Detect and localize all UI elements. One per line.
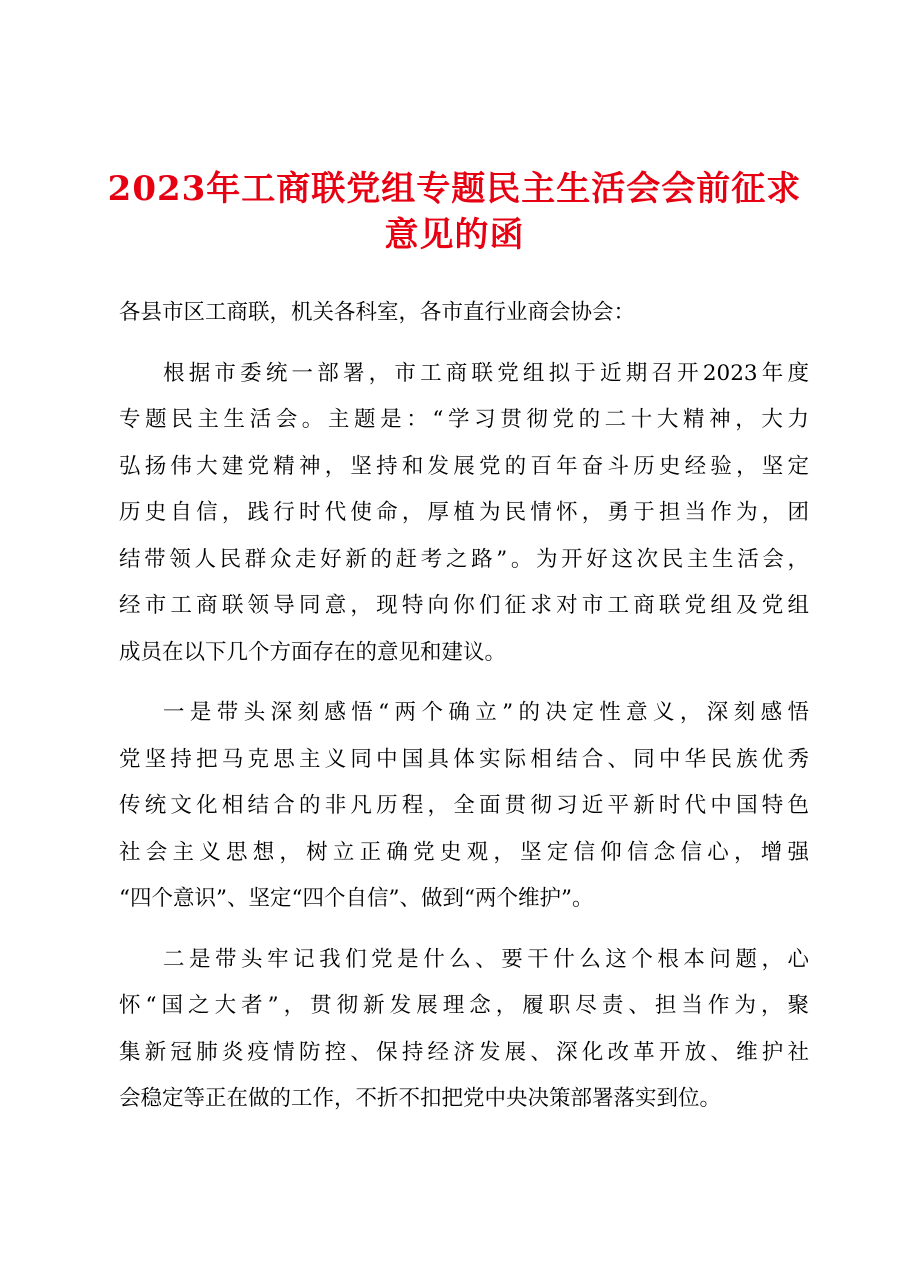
paragraph-line: 一是带头深刻感悟“两个确立”的决定性意义，深刻感悟 <box>163 700 809 725</box>
spacer <box>119 676 809 690</box>
paragraph-line: 党坚持把马克思主义同中国具体实际相结合、同中华民族优秀 <box>119 746 809 772</box>
paragraph-line: 弘扬伟大建党精神，坚持和发展党的百年奋斗历史经验，坚定 <box>119 453 809 479</box>
paragraph-line: 会稳定等正在做的工作，不折不扣把党中央决策部署落实到位。 <box>119 1086 722 1111</box>
paragraph-line: 经市工商联领导同意，现特向你们征求对市工商联党组及党组 <box>119 593 809 618</box>
paragraph-line: 结带领人民群众走好新的赶考之路”。为开好这次民主生活会， <box>119 546 809 572</box>
paragraph-line: “四个意识”、坚定“四个自信”、做到“两个维护”。 <box>119 886 594 911</box>
document-title-line-2: 意见的函 <box>384 215 525 255</box>
paragraph-line: 历史自信，践行时代使命，厚植为民情怀，勇于担当作为，团 <box>119 500 809 525</box>
paragraph-2 <box>119 690 809 923</box>
salutation: 各县市区工商联，机关各科室，各市直行业商会协会： <box>119 300 636 325</box>
paragraph-line: 专题民主生活会。主题是：“学习贯彻党的二十大精神，大力 <box>119 407 809 432</box>
paragraph-line: 成员在以下几个方面存在的意见和建议。 <box>119 639 507 665</box>
paragraph-line: 二是带头牢记我们党是什么、要干什么这个根本问题，心 <box>163 946 809 972</box>
paragraph-line: 社会主义思想，树立正确党史观，坚定信仰信念信心，增强 <box>119 839 809 865</box>
spacer <box>119 923 809 937</box>
paragraph-line: 根据市委统一部署，市工商联党组拟于近期召开2023年度 <box>163 360 809 386</box>
paragraph-line: 怀“国之大者”，贯彻新发展理念，履职尽责、担当作为，聚 <box>119 993 809 1018</box>
paragraph-line: 集新冠肺炎疫情防控、保持经济发展、深化改革开放、维护社 <box>119 1039 809 1065</box>
document-title-line-1: 2023年工商联党组专题民主生活会会前征求 <box>107 169 802 209</box>
document-body <box>119 290 809 1123</box>
paragraph-1 <box>119 351 809 677</box>
paragraph-3 <box>119 937 809 1123</box>
spacer <box>119 337 809 351</box>
paragraph-line: 传统文化相结合的非凡历程，全面贯彻习近平新时代中国特色 <box>119 793 809 818</box>
